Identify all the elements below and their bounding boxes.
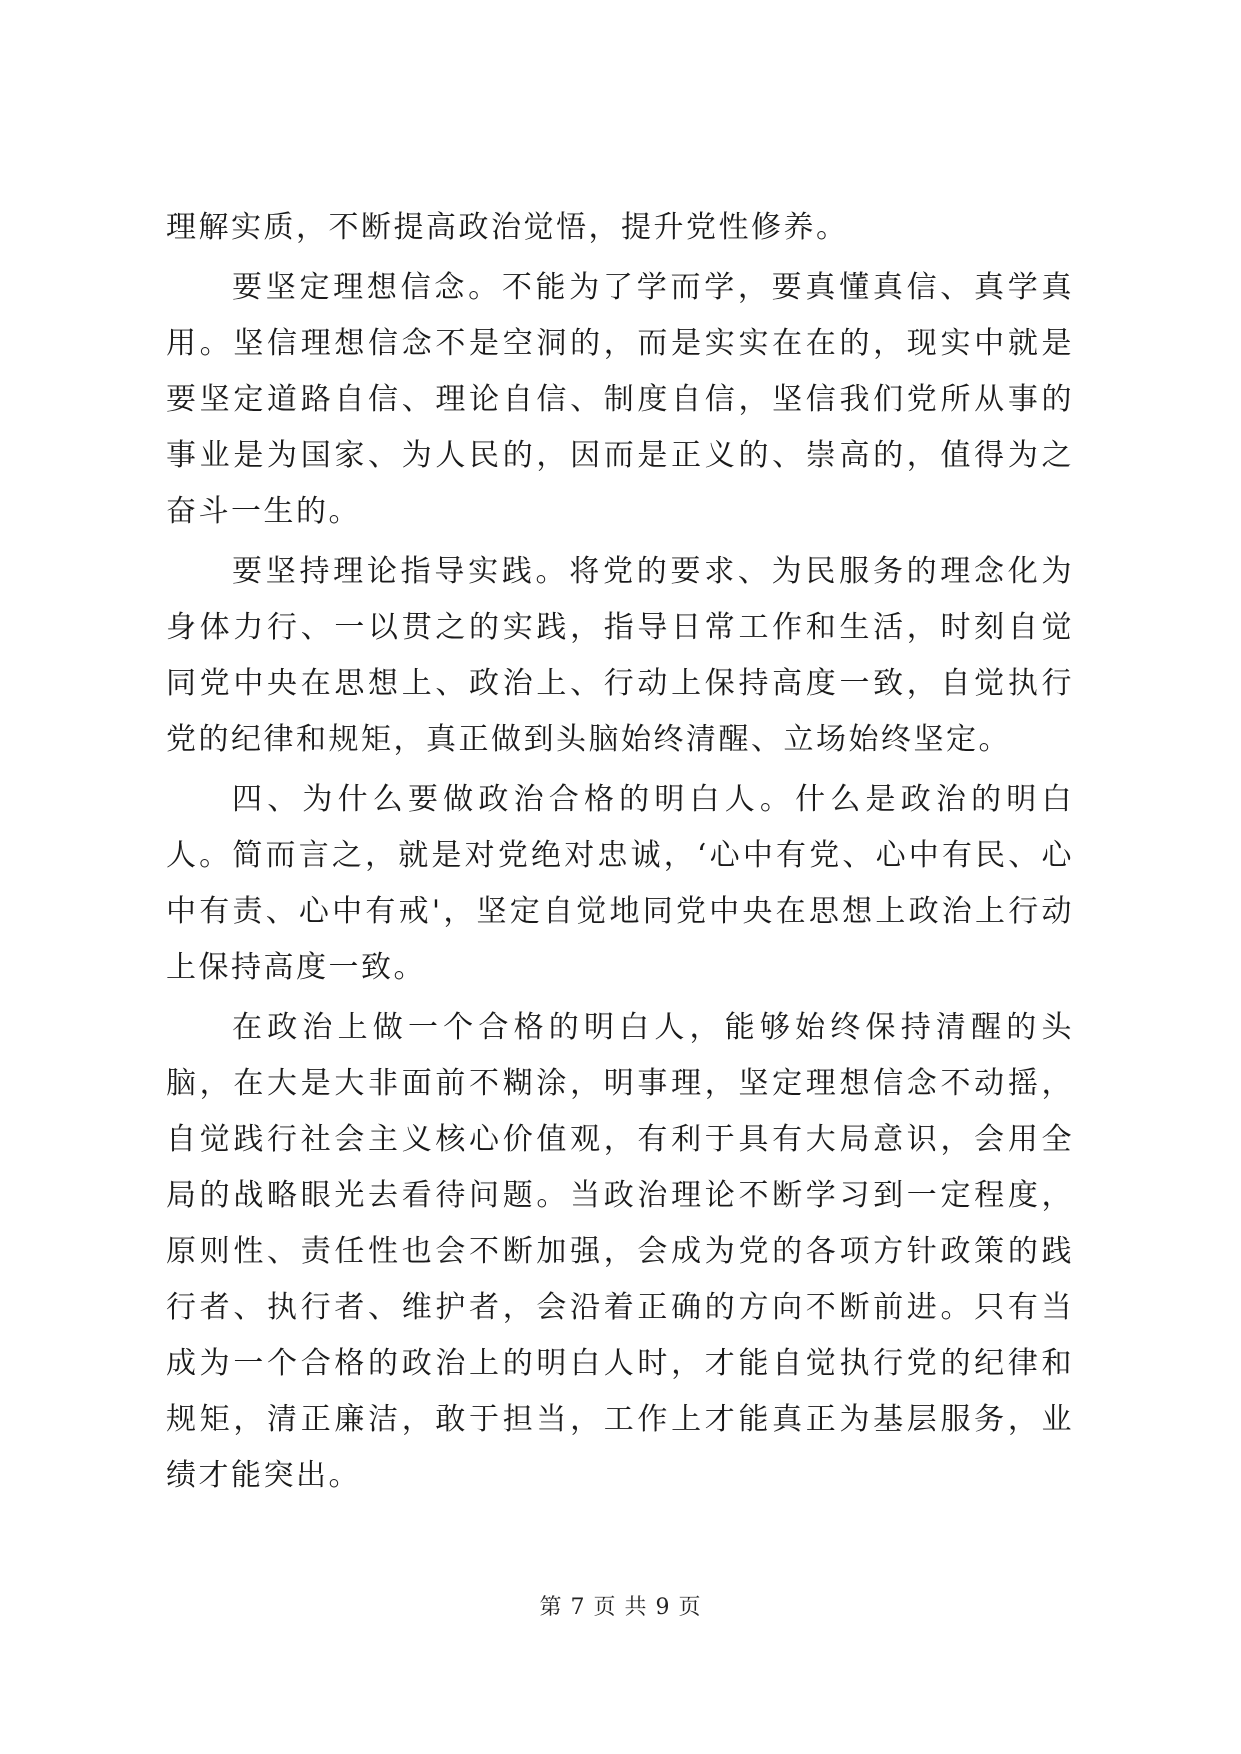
- paragraph-continuation: 理解实质，不断提高政治觉悟，提升党性修养。: [166, 210, 849, 245]
- body-text: [166, 200, 1074, 1508]
- paragraph-theory-practice: 要坚持理论指导实践。将党的要求、为民服务的理念化为身体力行、一以贯之的实践，指导日常工作和生活，时刻自觉同党中央在思想上、政治上、行动上保持高度一致，自觉执行党的纪律和规矩，真正做到头脑始终清醒、立场始终坚定。: [166, 554, 1074, 757]
- paragraph-qualified-person: 在政治上做一个合格的明白人，能够始终保持清醒的头脑，在大是大非面前不糊涂，明事理，坚定理想信念不动摇，自觉践行社会主义核心价值观，有利于具有大局意识，会用全局的战略眼光去看待问题。当政治理论不断学习到一定程度，原则性、责任性也会不断加强，会成为党的各项方针政策的践行者、执行者、维护者，会沿着正确的方向不断前进。只有当成为一个合格的政治上的明白人时，才能自觉执行党的纪律和规矩，清正廉洁，敢于担当，工作上才能真正为基层服务，业绩才能突出。: [166, 1010, 1074, 1493]
- paragraph-section-four: 四、为什么要做政治合格的明白人。什么是政治的明白人。简而言之，就是对党绝对忠诚，‘心中有党、心中有民、心中有责、心中有戒'，坚定自觉地同党中央在思想上政治上行动上保持高度一致。: [166, 782, 1074, 985]
- page-number-footer: 第 7 页 共 9 页: [539, 1595, 702, 1620]
- paragraph-ideals: 要坚定理想信念。不能为了学而学，要真懂真信、真学真用。坚信理想信念不是空洞的，而是实实在在的，现实中就是要坚定道路自信、理论自信、制度自信，坚信我们党所从事的事业是为国家、为人民的，因而是正义的、崇高的，值得为之奋斗一生的。: [166, 270, 1074, 529]
